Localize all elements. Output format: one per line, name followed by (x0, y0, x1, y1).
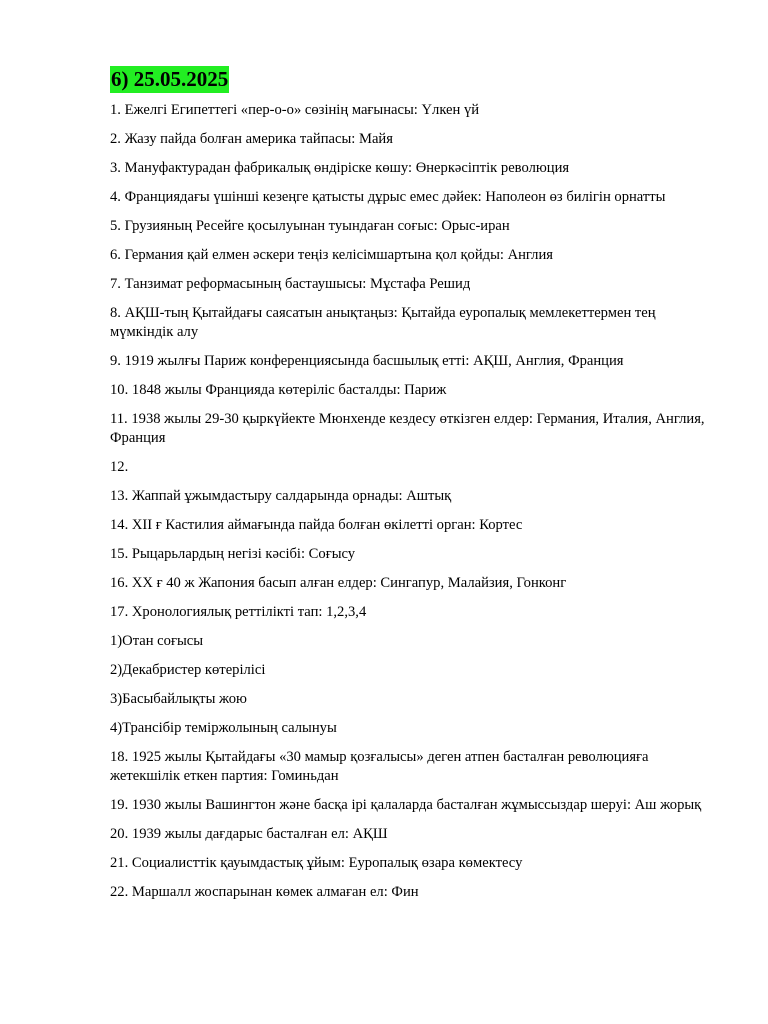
list-item: 20. 1939 жылы дағдарыс басталған ел: АҚШ (110, 826, 388, 842)
list-item: 14. XII ғ Кастилия аймағында пайда болған өкілетті орган: Кортес (110, 517, 523, 533)
document-heading: 6) 25.05.2025 (111, 67, 229, 91)
list-item: 6. Германия қай елмен әскери теңіз келісімшартына қол қойды: Англия (110, 247, 553, 263)
list-item: 22. Маршалл жоспарынан көмек алмаған ел: Фин (110, 884, 419, 900)
list-item: 3. Мануфактурадан фабрикалық өндіріске көшу: Өнеркәсіптік революция (110, 160, 570, 176)
list-item: 19. 1930 жылы Вашингтон және басқа ірі қалаларда басталған жұмыссыздар шеруі: Аш жорық (110, 797, 702, 813)
list-item: 21. Социалисттік қауымдастық ұйым: Еуропалық өзара көмектесу (110, 855, 523, 871)
list-item: 4. Франциядағы үшінші кезеңге қатысты дұрыс емес дәйек: Наполеон өз билігін орнатты (110, 189, 666, 205)
answer-list (110, 101, 708, 902)
list-item: 4)Трансібір теміржолының салынуы (110, 720, 337, 736)
list-item: 8. АҚШ-тың Қытайдағы саясатын анықтаңыз: Қытайда еуропалық мемлекеттермен тең мүмкіндік алу (110, 305, 656, 340)
list-item: 13. Жаппай ұжымдастыру салдарында орнады: Аштық (110, 488, 452, 504)
list-item: 16. XX ғ 40 ж Жапония басып алған елдер: Сингапур, Малайзия, Гонконг (110, 575, 567, 591)
list-item: 11. 1938 жылы 29-30 қыркүйекте Мюнхенде кездесу өткізген елдер: Германия, Италия, Англия, Франция (110, 411, 705, 446)
list-item: 3)Басыбайлықты жою (110, 691, 247, 707)
list-item: 1)Отан соғысы (110, 633, 204, 649)
list-item: 1. Ежелгі Египеттегі «пер-о-о» сөзінің мағынасы: Үлкен үй (110, 102, 480, 118)
list-item: 2. Жазу пайда болған америка тайпасы: Майя (110, 131, 393, 147)
list-item: 17. Хронологиялық реттілікті тап: 1,2,3,4 (110, 604, 367, 620)
list-item: 18. 1925 жылы Қытайдағы «30 мамыр қозғалысы» деген атпен басталған революцияға жетекшілік еткен партия: Гоминьдан (110, 749, 649, 784)
list-item: 2)Декабристер көтерілісі (110, 662, 266, 678)
list-item: 15. Рыцарьлардың негізі кәсібі: Соғысу (110, 546, 356, 562)
list-item: 10. 1848 жылы Францияда көтеріліс басталды: Париж (110, 382, 447, 398)
list-item: 7. Танзимат реформасының бастаушысы: Мұстафа Решид (110, 276, 471, 292)
list-item: 9. 1919 жылғы Париж конференциясында басшылық етті: АҚШ, Англия, Франция (110, 353, 624, 369)
list-item: 5. Грузияның Ресейге қосылуынан туындаған соғыс: Орыс-иран (110, 218, 510, 234)
list-item: 12. (110, 459, 129, 475)
